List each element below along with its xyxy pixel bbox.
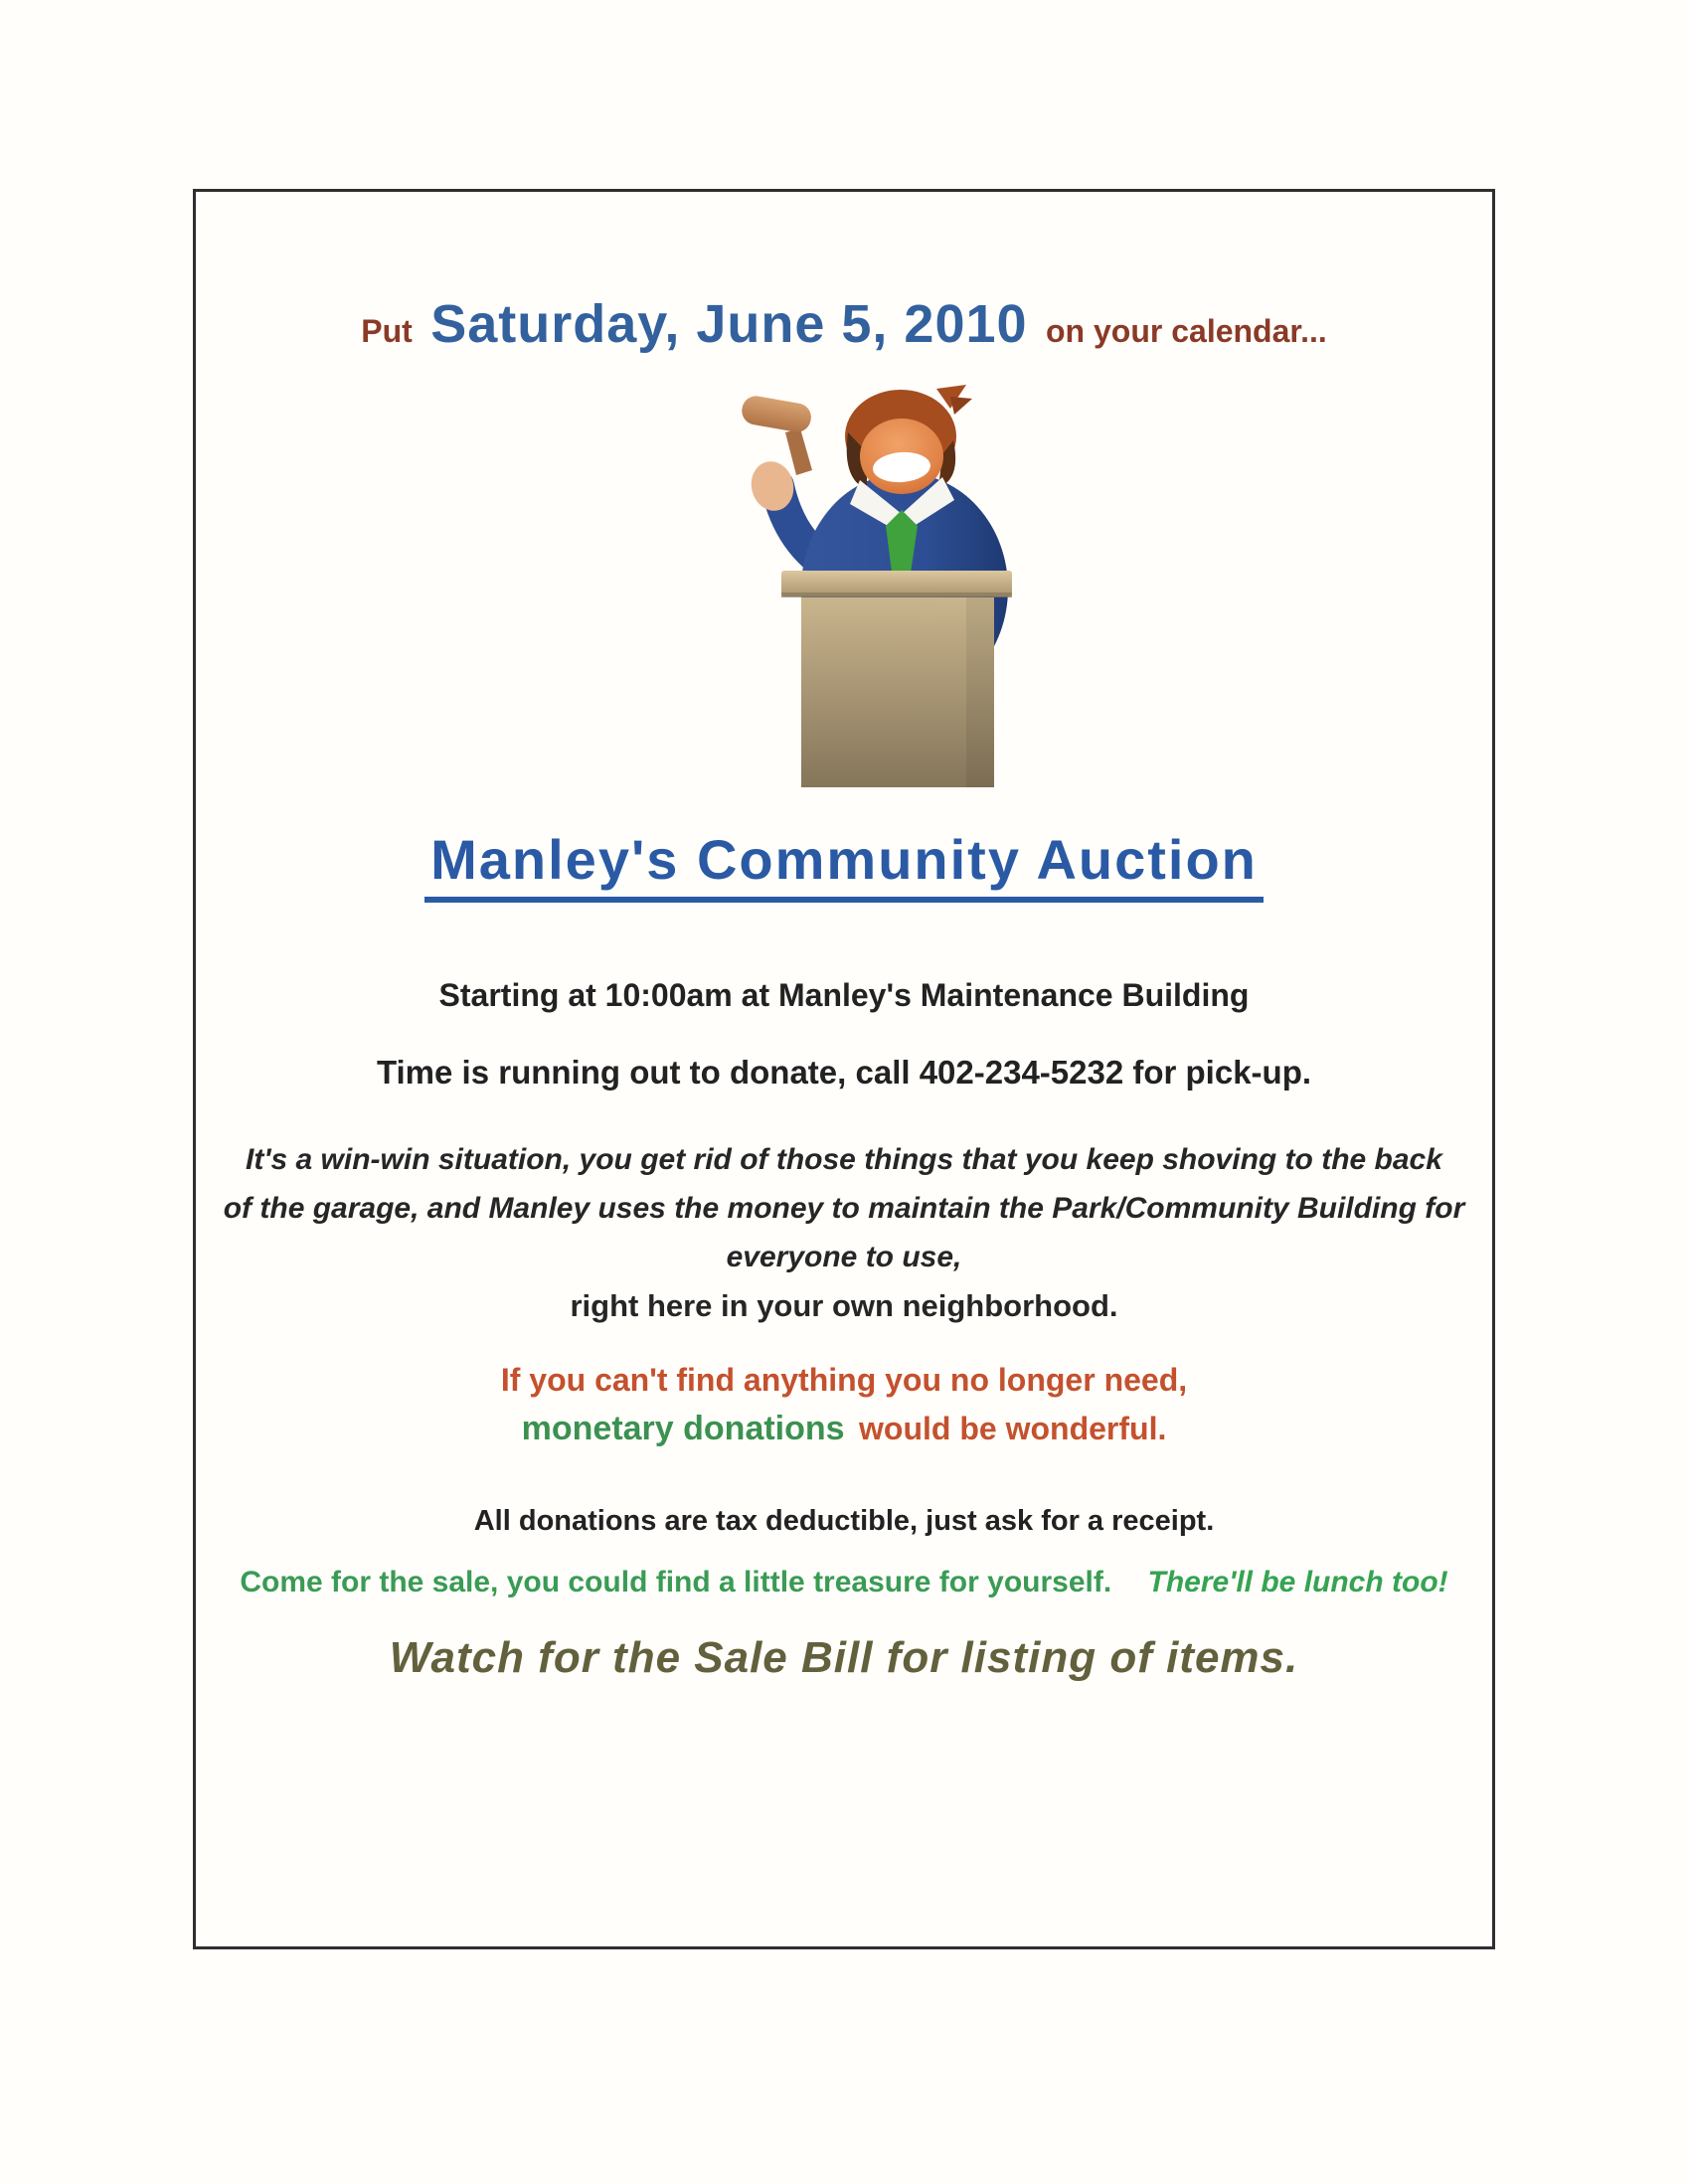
flyer-border — [193, 189, 1495, 1949]
auctioneer-clipart — [716, 375, 1014, 787]
gavel-icon — [740, 394, 813, 515]
lunch-note: There'll be lunch too! — [1147, 1566, 1448, 1598]
sale-invite-line — [196, 1566, 1492, 1599]
start-time-line: Starting at 10:00am at Manley's Maintenance Building — [438, 977, 1250, 1013]
tax-deductible-line: All donations are tax deductible, just ask for a receipt. — [473, 1505, 1215, 1537]
calendar-line — [196, 291, 1492, 371]
win-win-paragraph — [196, 1135, 1492, 1330]
page-title-text: Manley's Community Auction — [424, 827, 1264, 903]
monetary-rest: would be wonderful. — [859, 1411, 1167, 1446]
win-win-line-1: It's a win-win situation, you get rid of those things that you keep shoving to the back — [246, 1143, 1442, 1176]
win-win-line-2: of the garage, and Manley uses the money to maintain the Park/Community Building for — [223, 1192, 1465, 1225]
auctioneer-head — [845, 385, 972, 494]
neighborhood-line: right here in your own neighborhood. — [570, 1288, 1118, 1323]
monetary-line-2 — [196, 1405, 1492, 1459]
page-title — [196, 827, 1492, 908]
monetary-block — [196, 1356, 1492, 1459]
sale-bill-line: Watch for the Sale Bill for listing of items. — [389, 1633, 1299, 1682]
monetary-highlight: monetary donations — [521, 1410, 845, 1447]
calendar-prefix: Put — [361, 313, 413, 349]
win-win-line-3: everyone to use, — [726, 1241, 962, 1273]
monetary-line-1: If you can't find anything you no longer need, — [500, 1362, 1188, 1398]
podium — [781, 571, 1012, 787]
calendar-suffix: on your calendar... — [1046, 313, 1327, 349]
event-date: Saturday, June 5, 2010 — [430, 294, 1028, 354]
donate-phone-line: Time is running out to donate, call 402-234-5232 for pick-up. — [376, 1054, 1312, 1091]
sale-invite-main: Come for the sale, you could find a little treasure for yourself. — [240, 1566, 1112, 1598]
